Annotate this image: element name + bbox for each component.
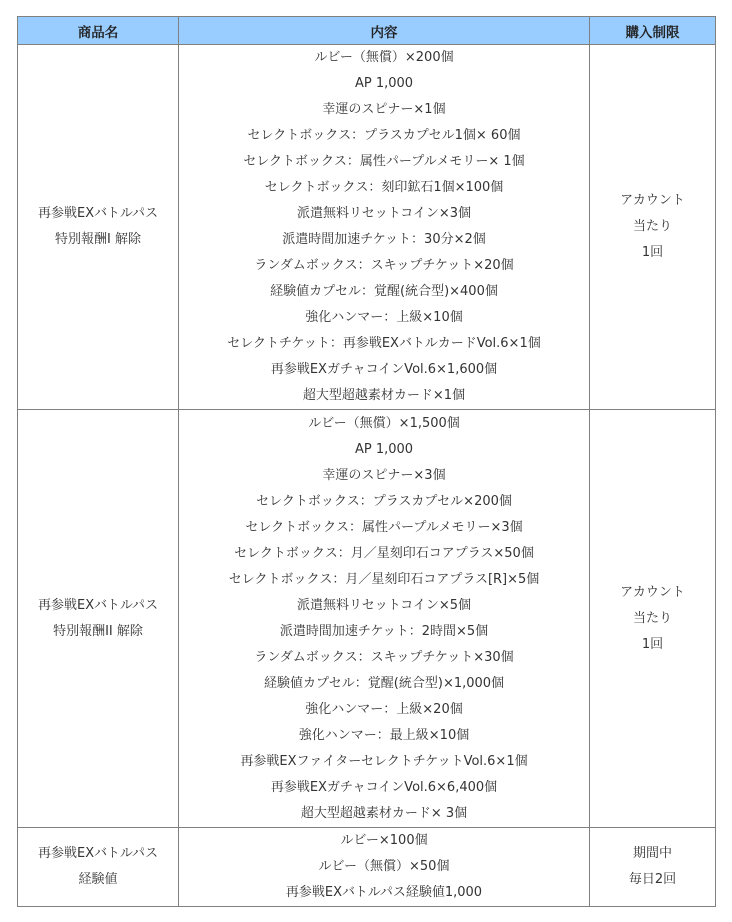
- battle-pass-reward-table: [17, 16, 716, 907]
- product-name-cell: [18, 45, 179, 410]
- product-name-line: 特別報酬I 解除: [55, 232, 141, 247]
- contents-cell: [179, 45, 590, 410]
- content-item: 派遣無料リセットコイン×3個: [296, 206, 472, 221]
- content-item: ランダムボックス：スキップチケット×20個: [254, 258, 514, 273]
- purchase-limit-cell: [590, 45, 716, 410]
- limit-line: 期間中: [632, 846, 672, 861]
- table-row: [18, 410, 716, 828]
- header-contents: 内容: [179, 17, 590, 45]
- limit-line: アカウント: [620, 193, 685, 208]
- content-item: 強化ハンマー：最上級×10個: [298, 727, 470, 743]
- content-item: セレクトボックス：属性パープルメモリー× 1個: [243, 154, 525, 169]
- limit-line: 当たり: [632, 219, 672, 234]
- content-item: ルビー（無償）×200個: [314, 50, 454, 65]
- content-item: 再参戦EXバトルパス経験値1,000: [285, 885, 483, 900]
- content-item: 再参戦EXファイターセレクトチケットVol.6×1個: [240, 753, 528, 769]
- content-item: ランダムボックス：スキップチケット×30個: [254, 649, 514, 665]
- purchase-limit-cell: [590, 828, 716, 907]
- content-item: 幸運のスピナー×1個: [322, 102, 446, 117]
- limit-line: 1回: [641, 245, 664, 260]
- product-name-cell: [18, 410, 179, 828]
- product-name-line: 経験値: [78, 872, 118, 887]
- product-name-line: 再参戦EXバトルパス: [38, 206, 158, 221]
- product-name-cell: [18, 828, 179, 907]
- content-item: AP 1,000: [354, 76, 414, 91]
- content-item: 超大型超越素材カード× 3個: [300, 805, 468, 821]
- content-item: セレクトボックス：月／星刻印石コアプラス×50個: [234, 545, 534, 561]
- contents-cell: [179, 410, 590, 828]
- content-item: AP 1,000: [354, 441, 414, 457]
- content-item: 超大型超越素材カード×1個: [302, 388, 466, 403]
- table-header-row: [18, 17, 716, 45]
- content-item: 派遣無料リセットコイン×5個: [296, 597, 472, 613]
- product-name-line: 再参戦EXバトルパス: [38, 846, 158, 861]
- content-item: 強化ハンマー：上級×10個: [305, 310, 463, 325]
- content-item: 派遣時間加速チケット：2時間×5個: [279, 623, 489, 639]
- limit-line: 当たり: [632, 610, 672, 626]
- content-item: セレクトボックス：刻印鉱石1個×100個: [264, 180, 504, 195]
- product-name-line: 再参戦EXバトルパス: [38, 597, 158, 613]
- content-item: ルビー（無償）×50個: [318, 859, 450, 874]
- product-name-line: 特別報酬II 解除: [53, 623, 143, 639]
- content-item: 強化ハンマー：上級×20個: [305, 701, 463, 717]
- contents-cell: [179, 828, 590, 907]
- content-item: セレクトボックス：属性パープルメモリー×3個: [245, 519, 523, 535]
- limit-line: アカウント: [620, 584, 685, 600]
- content-item: セレクトチケット：再参戦EXバトルカードVol.6×1個: [227, 336, 541, 351]
- content-item: セレクトボックス：月／星刻印石コアプラス[R]×5個: [228, 571, 540, 587]
- content-item: 再参戦EXガチャコインVol.6×1,600個: [270, 362, 498, 377]
- content-item: セレクトボックス：プラスカプセル1個× 60個: [247, 128, 521, 143]
- reward-table-container: [17, 16, 715, 907]
- content-item: ルビー（無償）×1,500個: [308, 415, 460, 431]
- table-row: [18, 45, 716, 410]
- limit-line: 毎日2回: [628, 872, 677, 887]
- limit-line: 1回: [641, 636, 664, 652]
- content-item: セレクトボックス：プラスカプセル×200個: [256, 493, 512, 509]
- content-item: ルビー×100個: [340, 833, 428, 848]
- content-item: 再参戦EXガチャコインVol.6×6,400個: [270, 779, 498, 795]
- header-product-name: 商品名: [18, 17, 179, 45]
- content-item: 経験値カプセル：覚醒(統合型)×400個: [270, 284, 498, 299]
- content-item: 幸運のスピナー×3個: [322, 467, 446, 483]
- header-purchase-limit: 購入制限: [590, 17, 716, 45]
- content-item: 派遣時間加速チケット：30分×2個: [282, 232, 486, 247]
- purchase-limit-cell: [590, 410, 716, 828]
- table-row: [18, 828, 716, 907]
- content-item: 経験値カプセル：覚醒(統合型)×1,000個: [263, 675, 505, 691]
